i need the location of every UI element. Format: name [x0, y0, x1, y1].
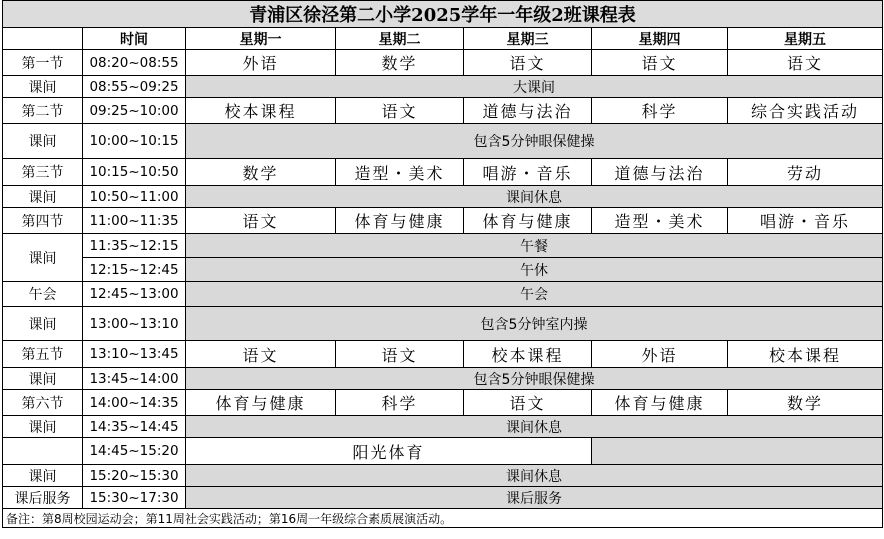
break-label: 课间: [3, 76, 83, 98]
subject-cell: 体育与健康: [592, 390, 728, 416]
header-tuesday: 星期二: [336, 28, 464, 50]
header-monday: 星期一: [186, 28, 336, 50]
break-time: 14:45~15:20: [83, 438, 186, 465]
footnote: 备注：第8周校园运动会；第11周社会实践活动；第16周一年级综合素质展演活动。: [3, 509, 883, 528]
break-time: 08:55~09:25: [83, 76, 186, 98]
subject-cell: 数学: [728, 390, 883, 416]
period-label: 第四节: [3, 208, 83, 234]
break-activity: 包含5分钟室内操: [186, 307, 883, 341]
subject-cell: 语文: [186, 341, 336, 368]
break-label: 课间: [3, 307, 83, 341]
period-label: 第二节: [3, 98, 83, 124]
page-title: 青浦区徐泾第二小学2025学年一年级2班课程表: [3, 1, 883, 28]
break-time: 15:30~17:30: [83, 487, 186, 509]
subject-cell: 语文: [464, 390, 592, 416]
subject-cell: 语文: [728, 50, 883, 76]
break-activity: 午休: [186, 258, 883, 282]
break-time: 11:35~12:15: [83, 234, 186, 258]
break-label: 课间: [3, 234, 83, 282]
break-activity: 包含5分钟眼保健操: [186, 368, 883, 390]
subject-cell: 造型・美术: [336, 159, 464, 186]
break-label: 课间: [3, 124, 83, 159]
break-label: 课后服务: [3, 487, 83, 509]
break-activity: 午餐: [186, 234, 883, 258]
sunshine-sports-cell: 阳光体育: [186, 438, 592, 465]
break-label: 课间: [3, 186, 83, 208]
subject-cell: 道德与法治: [592, 159, 728, 186]
break-time: 12:15~12:45: [83, 258, 186, 282]
period-label: 第五节: [3, 341, 83, 368]
subject-cell: 体育与健康: [336, 208, 464, 234]
break-activity: 课间休息: [186, 416, 883, 438]
break-label: 课间: [3, 416, 83, 438]
subject-cell: 体育与健康: [186, 390, 336, 416]
break-time: 13:00~13:10: [83, 307, 186, 341]
period-time: 09:25~10:00: [83, 98, 186, 124]
break-activity: 课间休息: [186, 465, 883, 487]
subject-cell: 唱游・音乐: [464, 159, 592, 186]
header-thursday: 星期四: [592, 28, 728, 50]
period-time: 11:00~11:35: [83, 208, 186, 234]
subject-cell: 数学: [336, 50, 464, 76]
subject-cell: 数学: [186, 159, 336, 186]
subject-cell: 语文: [592, 50, 728, 76]
timetable: [2, 0, 883, 528]
header-corner: [3, 28, 83, 50]
period-label: 第一节: [3, 50, 83, 76]
subject-cell: 语文: [336, 98, 464, 124]
break-activity: 午会: [186, 282, 883, 307]
subject-cell: 语文: [186, 208, 336, 234]
subject-cell: 体育与健康: [464, 208, 592, 234]
break-activity: 课后服务: [186, 487, 883, 509]
empty-label-cell: [3, 438, 83, 465]
subject-cell: 校本课程: [464, 341, 592, 368]
break-time: 13:45~14:00: [83, 368, 186, 390]
break-activity: 大课间: [186, 76, 883, 98]
period-label: 第六节: [3, 390, 83, 416]
break-time: 10:50~11:00: [83, 186, 186, 208]
subject-cell: 语文: [336, 341, 464, 368]
break-label: 课间: [3, 368, 83, 390]
break-label: 课间: [3, 465, 83, 487]
subject-cell: 劳动: [728, 159, 883, 186]
header-time: 时间: [83, 28, 186, 50]
subject-cell: 科学: [592, 98, 728, 124]
break-time: 14:35~14:45: [83, 416, 186, 438]
break-activity: 课间休息: [186, 186, 883, 208]
header-friday: 星期五: [728, 28, 883, 50]
subject-cell: 道德与法治: [464, 98, 592, 124]
subject-cell: 唱游・音乐: [728, 208, 883, 234]
break-time: 12:45~13:00: [83, 282, 186, 307]
subject-cell: 外语: [592, 341, 728, 368]
subject-cell: 综合实践活动: [728, 98, 883, 124]
subject-cell: 语文: [464, 50, 592, 76]
break-activity: 包含5分钟眼保健操: [186, 124, 883, 159]
period-time: 10:15~10:50: [83, 159, 186, 186]
break-time: 15:20~15:30: [83, 465, 186, 487]
period-time: 08:20~08:55: [83, 50, 186, 76]
period-time: 13:10~13:45: [83, 341, 186, 368]
period-label: 第三节: [3, 159, 83, 186]
period-time: 14:00~14:35: [83, 390, 186, 416]
subject-cell: 校本课程: [186, 98, 336, 124]
subject-cell: 科学: [336, 390, 464, 416]
subject-cell: 造型・美术: [592, 208, 728, 234]
break-label: 午会: [3, 282, 83, 307]
subject-cell: 校本课程: [728, 341, 883, 368]
header-wednesday: 星期三: [464, 28, 592, 50]
break-time: 10:00~10:15: [83, 124, 186, 159]
empty-grey-cell: [592, 438, 883, 465]
subject-cell: 外语: [186, 50, 336, 76]
